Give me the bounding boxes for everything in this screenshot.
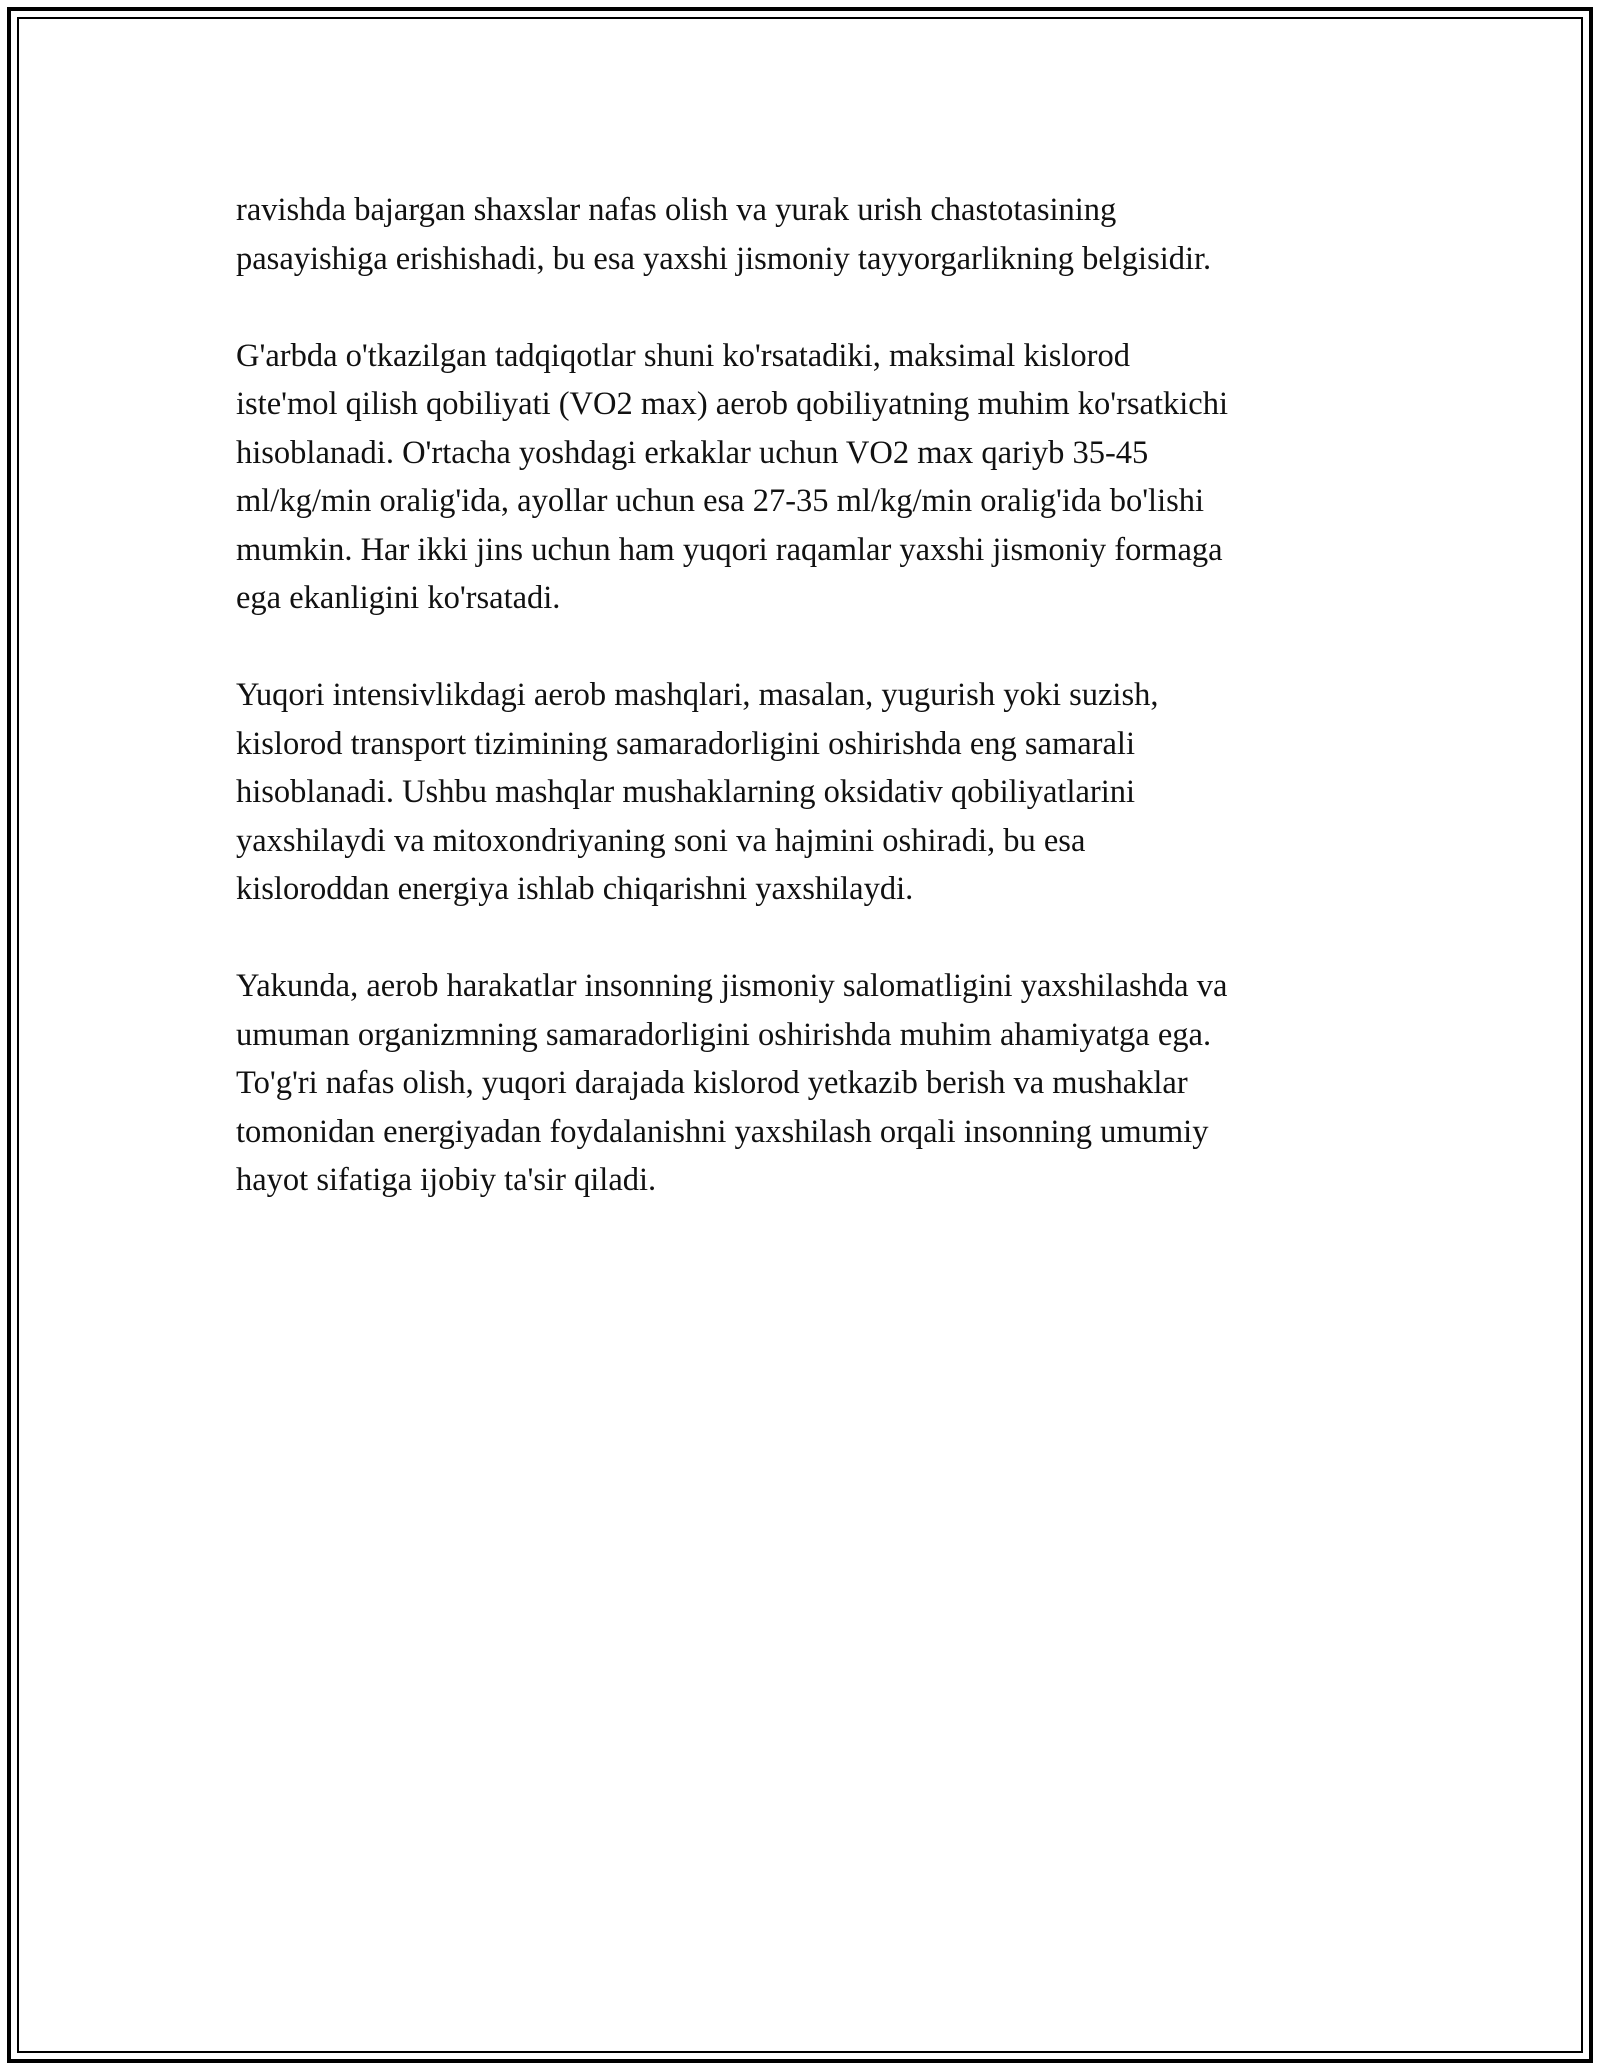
paragraph-1	[236, 186, 1376, 283]
text-line: hisoblanadi. O'rtacha yoshdagi erkaklar uchun VO2 max qariyb 35-45	[236, 434, 1149, 471]
text-line: umuman organizmning samaradorligini oshirishda muhim ahamiyatga ega.	[236, 1016, 1212, 1053]
text-line: G'arbda o'tkazilgan tadqiqotlar shuni ko'rsatadiki, maksimal kislorod	[236, 337, 1130, 374]
text-line: ega ekanligini ko'rsatadi.	[236, 580, 561, 616]
text-line: iste'mol qilish qobiliyati (VO2 max) aerob qobiliyatning muhim ko'rsatkichi	[236, 386, 1228, 422]
text-line: Yakunda, aerob harakatlar insonning jismoniy salomatligini yaxshilashda va	[236, 968, 1228, 1004]
paragraph-2	[236, 332, 1376, 623]
text-line: hayot sifatiga ijobiy ta'sir qiladi.	[236, 1162, 657, 1198]
text-line: ravishda bajargan shaxslar nafas olish va yurak urish chastotasining	[236, 192, 1117, 228]
text-line: pasayishiga erishishadi, bu esa yaxshi jismoniy tayyorgarlikning belgisidir.	[236, 240, 1212, 277]
paragraph-3	[236, 671, 1376, 914]
text-line: yaxshilaydi va mitoxondriyaning soni va hajmini oshiradi, bu esa	[236, 822, 1086, 859]
text-line: mumkin. Har ikki jins uchun ham yuqori raqamlar yaxshi jismoniy formaga	[236, 531, 1223, 568]
document-body	[236, 186, 1376, 1253]
paragraph-4	[236, 962, 1376, 1205]
text-line: To'g'ri nafas olish, yuqori darajada kislorod yetkazib berish va mushaklar	[236, 1065, 1188, 1101]
text-line: ml/kg/min oralig'ida, ayollar uchun esa 27-35 ml/kg/min oralig'ida bo'lishi	[236, 483, 1205, 519]
text-line: kislorod transport tizimining samaradorligini oshirishda eng samarali	[236, 725, 1135, 762]
text-line: tomonidan energiyadan foydalanishni yaxshilash orqali insonning umumiy	[236, 1113, 1209, 1150]
text-line: Yuqori intensivlikdagi aerob mashqlari, masalan, yugurish yoki suzish,	[236, 677, 1159, 713]
text-line: hisoblanadi. Ushbu mashqlar mushaklarning oksidativ qobiliyatlarini	[236, 774, 1136, 810]
text-line: kisloroddan energiya ishlab chiqarishni yaxshilaydi.	[236, 871, 914, 907]
